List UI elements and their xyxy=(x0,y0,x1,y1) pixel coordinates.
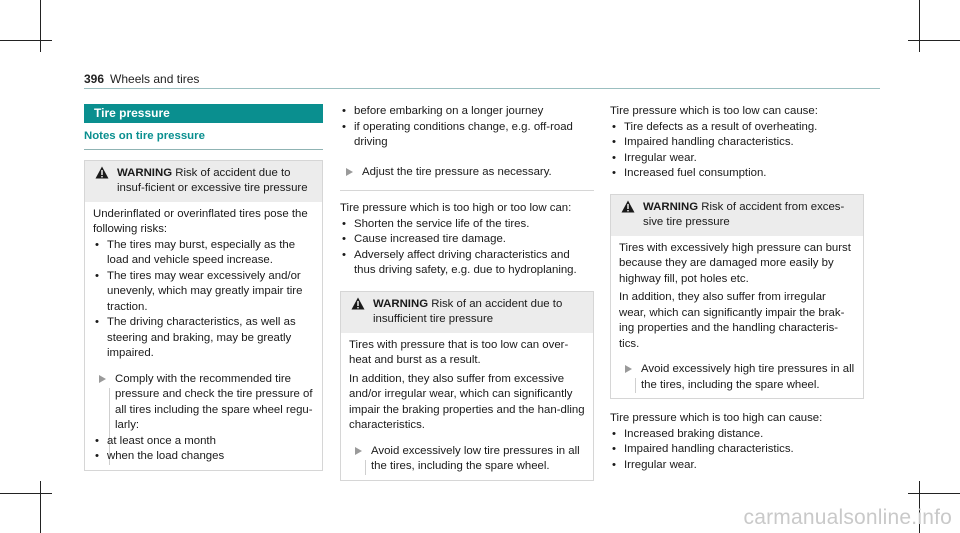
divider xyxy=(340,190,594,191)
list-item: • The driving characteristics, as well as steering and braking, may be greatly impaired. xyxy=(93,315,314,362)
list-item: • Irregular wear. xyxy=(610,151,864,167)
crop-mark xyxy=(40,0,41,52)
paragraph: In addition, they also suffer from excessive and/or irregular wear, which can significantly impair the braking properties and the han-dling characteristics. xyxy=(349,372,585,431)
list-item: • Increased braking distance. xyxy=(610,427,864,443)
arrow-right-icon xyxy=(355,447,362,455)
list-item: • Increased fuel consumption. xyxy=(610,166,864,182)
warning-box xyxy=(340,291,594,481)
warning-body xyxy=(341,333,593,480)
instruction-block xyxy=(619,362,855,393)
crop-mark xyxy=(919,0,920,52)
header-divider xyxy=(84,88,880,89)
instruction-block xyxy=(93,372,314,465)
crop-mark xyxy=(908,40,960,41)
crop-mark xyxy=(0,40,52,41)
crop-mark xyxy=(40,481,41,533)
warning-icon xyxy=(621,200,635,213)
paragraph: Tire pressure which is too low can cause: xyxy=(610,105,818,117)
list-item: • Adversely affect driving characteristics and thus driving safety, e.g. due to hydroplaning. xyxy=(340,248,594,279)
warning-header xyxy=(85,161,322,202)
instruction-block xyxy=(349,444,585,475)
warning-body xyxy=(611,236,863,399)
warning-header xyxy=(341,292,593,333)
list-item: • before embarking on a longer journey xyxy=(340,104,594,120)
list-item: • Impaired handling characteristics. xyxy=(610,135,864,151)
instruction-text: Comply with the recommended tire pressure and check the tire pressure of all tires including the spare wheel regu-larly: xyxy=(115,372,313,431)
paragraph: Tires with pressure that is too low can over-heat and burst as a result. xyxy=(349,338,569,366)
high-pressure-effects-list xyxy=(610,427,864,474)
check-interval-list xyxy=(93,434,314,465)
section-title: Tire pressure xyxy=(84,104,323,123)
warning-intro: Underinflated or overinflated tires pose the following risks: xyxy=(93,207,308,235)
column-2 xyxy=(340,104,594,481)
paragraph: Tire pressure which is too high can cause: xyxy=(610,412,823,424)
list-item: • Cause increased tire damage. xyxy=(340,232,594,248)
instruction-text: Adjust the tire pressure as necessary. xyxy=(362,165,552,178)
check-interval-list-continued xyxy=(340,104,594,151)
arrow-right-icon xyxy=(346,168,353,176)
warning-icon xyxy=(351,297,365,310)
list-item: • when the load changes xyxy=(93,449,314,465)
paragraph: Tires with excessively high pressure can burst because they are damaged more easily by highway fill, pot holes etc. xyxy=(619,241,851,285)
list-item: • Impaired handling characteristics. xyxy=(610,442,864,458)
list-item: • Shorten the service life of the tires. xyxy=(340,217,594,233)
warning-label: WARNING xyxy=(373,297,429,310)
paragraph: In addition, they also suffer from irregular wear, which can significantly impair the brak-ing properties and the handling characteris-tics. xyxy=(619,291,845,350)
arrow-right-icon xyxy=(99,375,106,383)
low-pressure-effects-list xyxy=(610,120,864,182)
warning-icon xyxy=(95,166,109,179)
warning-body xyxy=(85,202,322,470)
warning-header xyxy=(611,195,863,236)
list-item: • The tires may burst, especially as the load and vehicle speed increase. xyxy=(93,238,314,269)
risk-list xyxy=(93,238,314,362)
warning-box xyxy=(84,160,323,471)
page-number: 396 xyxy=(84,72,105,86)
warning-title: Risk of an accident due to insufficient tire pressure xyxy=(373,297,563,325)
effects-list xyxy=(340,217,594,279)
instruction-block xyxy=(340,165,594,181)
instruction-text: Avoid excessively high tire pressures in all the tires, including the spare wheel. xyxy=(641,363,855,391)
paragraph: Tire pressure which is too high or too low can: xyxy=(340,202,572,214)
list-item: • Tire defects as a result of overheating. xyxy=(610,120,864,136)
subsection-title: Notes on tire pressure xyxy=(84,129,323,150)
arrow-right-icon xyxy=(625,365,632,373)
watermark: carmanualsonline.info xyxy=(743,506,952,529)
list-item: • at least once a month xyxy=(93,434,314,450)
warning-title: Risk of accident due to insuf-ficient or excessive tire pressure xyxy=(117,166,308,194)
page-header xyxy=(84,72,199,86)
column-1 xyxy=(84,104,323,471)
warning-label: WARNING xyxy=(117,166,173,179)
list-item: • The tires may wear excessively and/or unevenly, which may greatly impair tire traction. xyxy=(93,269,314,316)
column-3 xyxy=(610,104,864,473)
section-name: Wheels and tires xyxy=(110,72,200,86)
warning-box xyxy=(610,194,864,400)
warning-label: WARNING xyxy=(643,200,699,213)
list-item: • if operating conditions change, e.g. off-road driving xyxy=(340,120,594,151)
crop-mark xyxy=(0,493,52,494)
instruction-text: Avoid excessively low tire pressures in all the tires, including the spare wheel. xyxy=(371,444,580,472)
warning-title: Risk of accident from exces-sive tire pressure xyxy=(643,200,845,228)
list-item: • Irregular wear. xyxy=(610,458,864,474)
crop-mark xyxy=(908,493,960,494)
